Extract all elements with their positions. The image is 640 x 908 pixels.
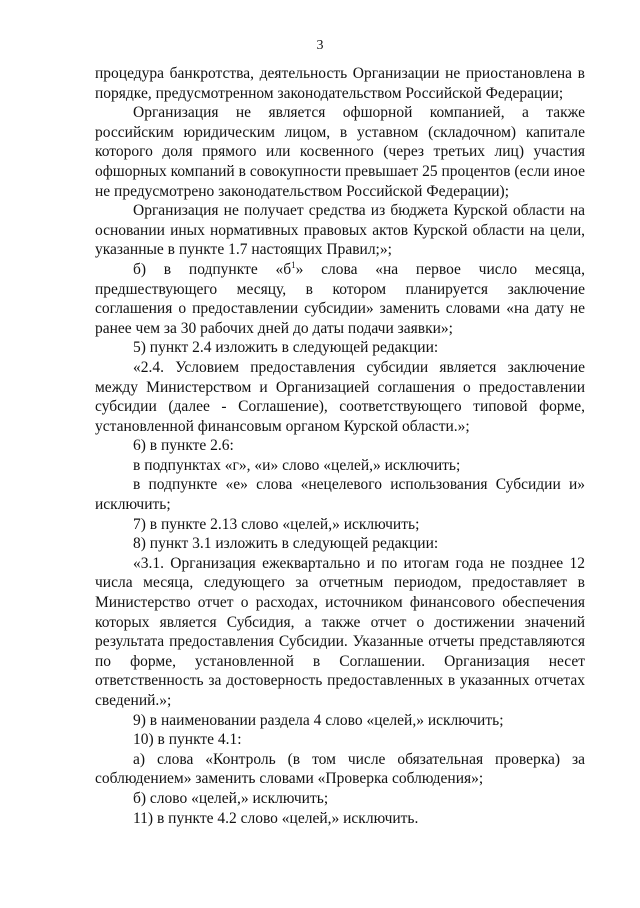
paragraph: 11) в пункте 4.2 слово «целей,» исключить. [133, 809, 419, 827]
paragraph: 10) в пункте 4.1: [133, 731, 242, 749]
paragraph-text: б) в подпункте «б [133, 260, 292, 278]
paragraph: в подпунктах «г», «и» слово «целей,» исключить; [133, 456, 461, 474]
paragraph: процедура банкротства, деятельность Организации не приостановлена в порядке, предусмотренном законодательством Российской Федерации; [95, 65, 585, 102]
paragraph: «2.4. Условием предоставления субсидии является заключение между Министерством и Организацией соглашения о предоставлении субсидии (далее - Соглашение), соответствующего типовой форме, установленной финансовым органом Курской области.»; [95, 358, 585, 435]
paragraph: 6) в пункте 2.6: [133, 437, 234, 455]
paragraph-text: » слова «на первое число месяца, предшествующего месяцу, в котором планируется заключение соглашения о предоставлении субсидии» заменить словами «на дату не ранее чем за 30 рабочих дней до даты подачи заявки»; [95, 260, 586, 337]
paragraph: 9) в наименовании раздела 4 слово «целей,» исключить; [133, 711, 504, 729]
page-number: 3 [316, 38, 324, 53]
paragraph: Организация не получает средства из бюджета Курской области на основании иных нормативных правовых актов Курской области на цели, указанные в пункте 1.7 настоящих Правил;»; [95, 202, 585, 259]
paragraph: в подпункте «е» слова «нецелевого использования Субсидии и» исключить; [95, 476, 585, 514]
document-body [95, 64, 585, 828]
paragraph: «3.1. Организация ежеквартально и по итогам года не позднее 12 числа месяца, следующего за отчетным периодом, предоставляет в Министерство отчет о расходах, источником финансового обеспечения которых является Субсидия, а также отчет о достижении значений результата предоставления Субсидии. Указанные отчеты представляются по форме, установленной в Соглашении. Организация несет ответственность за достоверность предоставленных в указанных отчетах сведений.»; [95, 554, 585, 709]
paragraph: Организация не является офшорной компанией, а также российским юридическим лицом, в уставном (складочном) капитале которого доля прямого или косвенного (через третьих лиц) участия офшорных компаний в совокупности превышает 25 процентов (если иное не предусмотрено законодательством Российской Федерации); [95, 104, 585, 200]
superscript: 1 [291, 259, 296, 270]
paragraph: а) слова «Контроль (в том числе обязательная проверка) за соблюдением» заменить словами «Проверка соблюдения»; [95, 750, 585, 788]
paragraph: 8) пункт 3.1 изложить в следующей редакции: [133, 535, 439, 553]
paragraph: б) слово «целей,» исключить; [133, 789, 329, 807]
paragraph: 5) пункт 2.4 изложить в следующей редакции: [133, 339, 439, 357]
paragraph: 7) в пункте 2.13 слово «целей,» исключить; [133, 515, 420, 533]
paragraph [95, 260, 585, 338]
